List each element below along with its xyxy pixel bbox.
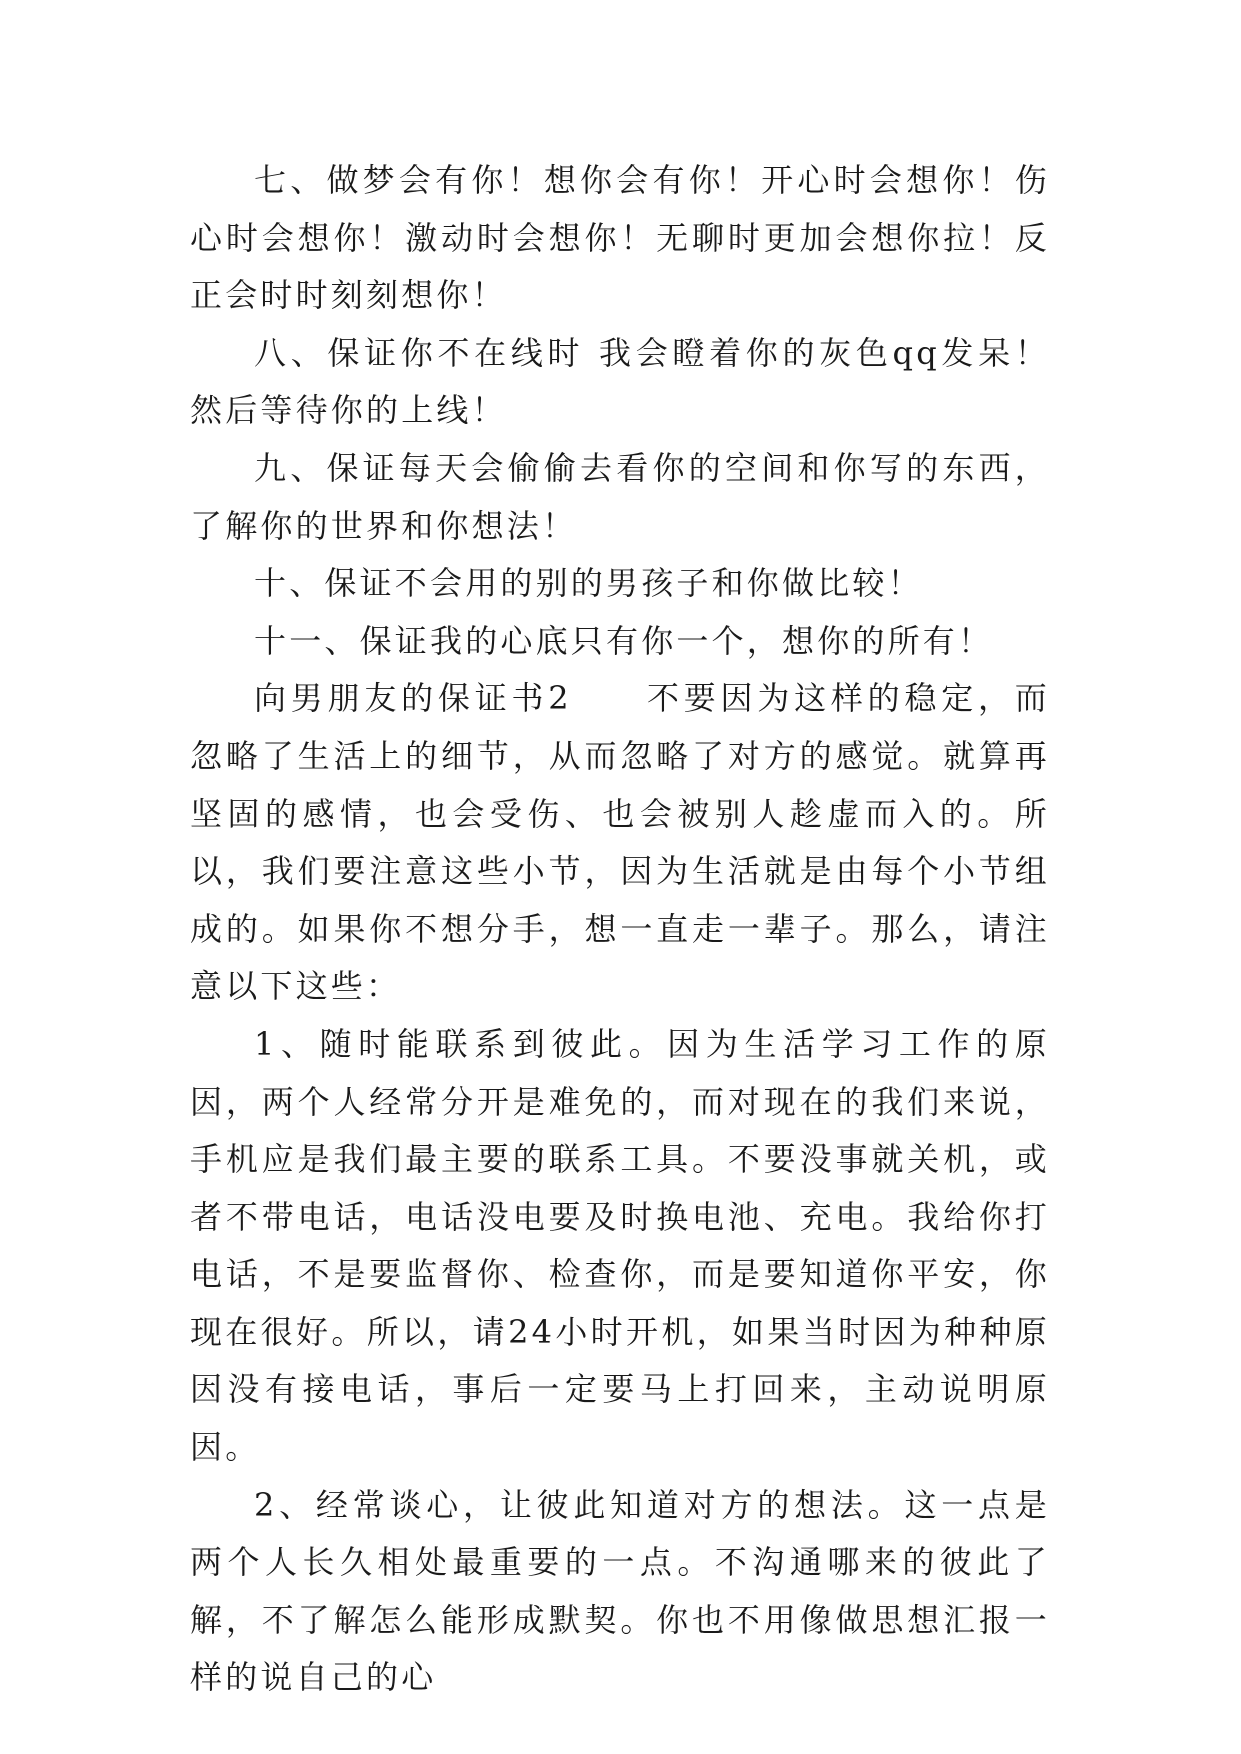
paragraph-item-1: 1、随时能联系到彼此。因为生活学习工作的原因，两个人经常分开是难免的，而对现在的我们来说，手机应是我们最主要的联系工具。不要没事就关机，或者不带电话，电话没电要及时换电池、充电。我给你打电话，不是要监督你、检查你，而是要知道你平安，你现在很好。所以，请24小时开机，如果当时因为种种原因没有接电话，事后一定要马上打回来，主动说明原因。 xyxy=(190,1024,1050,1467)
paragraph-section-2-intro: 向男朋友的保证书2 不要因为这样的稳定，而忽略了生活上的细节，从而忽略了对方的感觉。就算再坚固的感情，也会受伤、也会被别人趁虚而入的。所以，我们要注意这些小节，因为生活就是由每个小节组成的。如果你不想分手，想一直走一辈子。那么，请注意以下这些： xyxy=(190,679,1050,1006)
paragraph-8: 八、保证你不在线时 我会瞪着你的灰色qq发呆！然后等待你的上线！ xyxy=(190,333,1050,430)
paragraph-7: 七、做梦会有你！想你会有你！开心时会想你！伤心时会想你！激动时会想你！无聊时更加会想你拉！反正会时时刻刻想你！ xyxy=(190,161,1050,315)
paragraph-10: 十、保证不会用的别的男孩子和你做比较！ xyxy=(254,564,923,603)
paragraph-11: 十一、保证我的心底只有你一个，想你的所有！ xyxy=(254,621,994,660)
document-body xyxy=(190,152,1050,1707)
paragraph-item-2: 2、经常谈心，让彼此知道对方的想法。这一点是两个人长久相处最重要的一点。不沟通哪来的彼此了解，不了解怎么能形成默契。你也不用像做思想汇报一样的说自己的心 xyxy=(190,1485,1050,1697)
paragraph-9: 九、保证每天会偷偷去看你的空间和你写的东西，了解你的世界和你想法！ xyxy=(190,448,1050,545)
